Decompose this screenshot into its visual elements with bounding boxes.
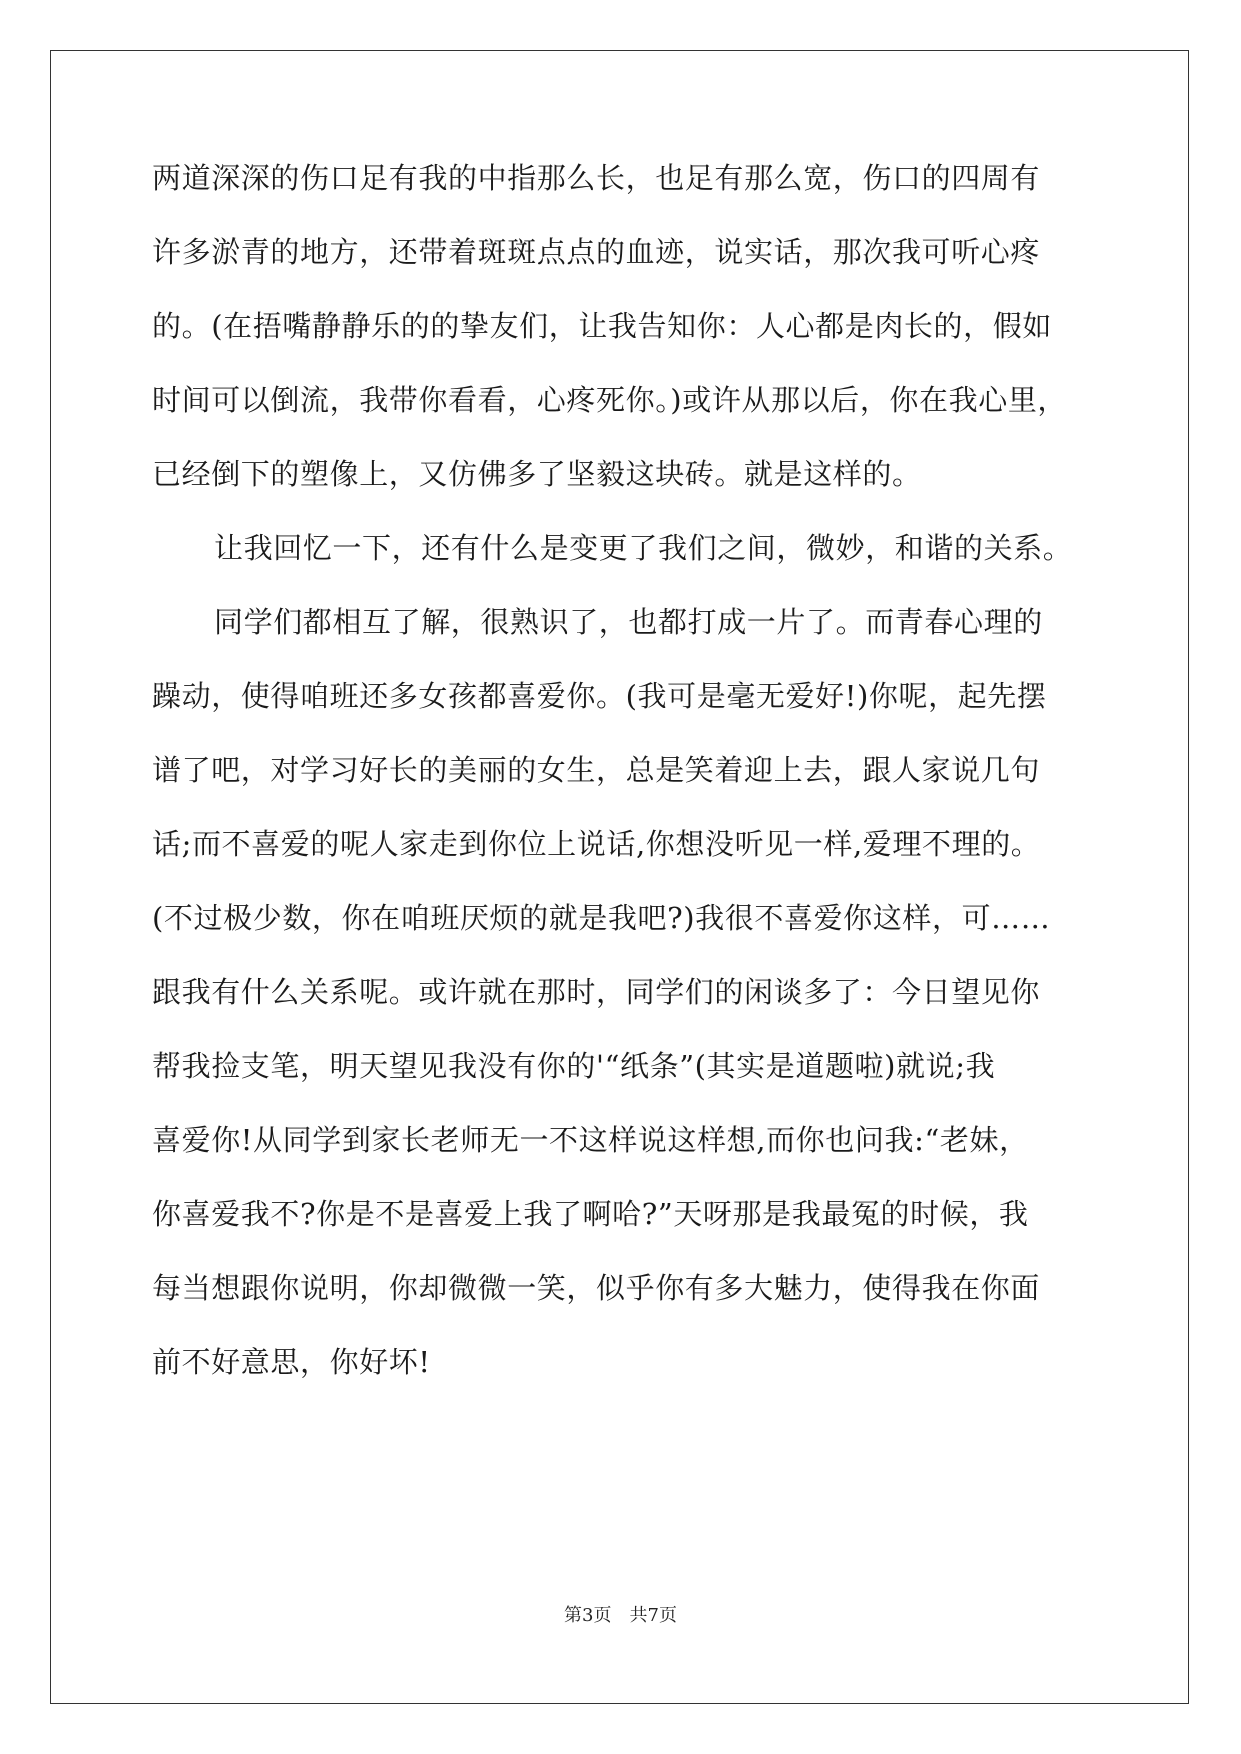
page-footer	[0, 1604, 1241, 1628]
text-line: 话;而不喜爱的呢人家走到你位上说话,你想没听见一样,爱理不理的。	[152, 827, 1041, 861]
text-line: 已经倒下的塑像上，又仿佛多了坚毅这块砖。就是这样的。	[152, 457, 922, 491]
text-line: 谱了吧，对学习好长的美丽的女生，总是笑着迎上去，跟人家说几句	[152, 753, 1041, 787]
text-line: 的。(在捂嘴静静乐的的挚友们，让我告知你：人心都是肉长的，假如	[152, 309, 1052, 343]
text-line: 许多淤青的地方，还带着斑斑点点的血迹，说实话，那次我可听心疼	[152, 235, 1041, 269]
text-line: 喜爱你!从同学到家长老师无一不这样说这样想,而你也问我:“老妹，	[152, 1123, 1029, 1157]
text-line: 你喜爱我不?你是不是喜爱上我了啊哈?”天呀那是我最冤的时候，我	[152, 1197, 1029, 1231]
text-line: 躁动，使得咱班还多女孩都喜爱你。(我可是毫无爱好!)你呢，起先摆	[152, 679, 1047, 713]
page-border	[50, 50, 1189, 1704]
text-line: 前不好意思，你好坏!	[152, 1345, 431, 1379]
text-line: 跟我有什么关系呢。或许就在那时，同学们的闲谈多了：今日望见你	[152, 975, 1041, 1009]
text-line: 每当想跟你说明，你却微微一笑，似乎你有多大魅力，使得我在你面	[152, 1271, 1041, 1305]
text-line: 时间可以倒流，我带你看看，心疼死你。)或许从那以后，你在我心里，	[152, 383, 1068, 417]
page-number: 第3页	[564, 1605, 612, 1626]
text-line: 帮我捡支笔，明天望见我没有你的'“纸条”(其实是道题啦)就说;我	[152, 1049, 996, 1083]
paragraph-first-line: 让我回忆一下，还有什么是变更了我们之间，微妙，和谐的关系。	[214, 531, 1073, 565]
text-line: 两道深深的伤口足有我的中指那么长，也足有那么宽，伤口的四周有	[152, 161, 1041, 195]
text-line: (不过极少数，你在咱班厌烦的就是我吧?)我很不喜爱你这样，可……	[152, 901, 1051, 935]
paragraph-first-line: 同学们都相互了解，很熟识了，也都打成一片了。而青春心理的	[214, 605, 1043, 639]
page-total: 共7页	[629, 1605, 677, 1626]
